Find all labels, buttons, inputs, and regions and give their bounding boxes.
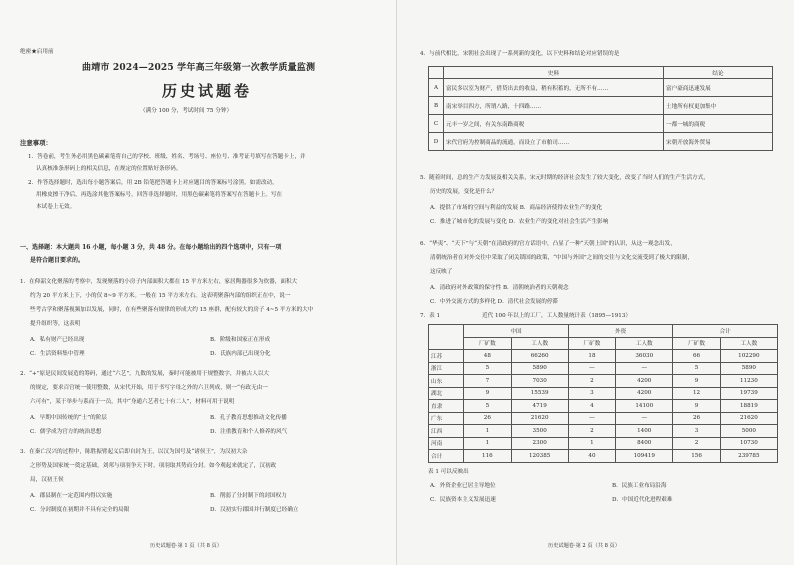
value-cell: 239785 — [720, 450, 777, 463]
value-cell: 9 — [464, 387, 511, 400]
value-cell: 5 — [464, 400, 511, 413]
value-cell: 1400 — [616, 425, 673, 438]
group-header: 合计 — [673, 325, 778, 338]
material-cell: 南宋举目四方，所谓八路，十四路…… — [444, 97, 664, 115]
notice-line: 1．答卷前，考生务必用黑色碳素笔将自己的学校、班级、姓名、考场号、座位号、准考证号填写在答题卡上，并 — [28, 154, 306, 160]
value-cell: 3 — [673, 425, 720, 438]
option-c[interactable]: C．民族资本主义发展迅速 — [430, 497, 496, 503]
province-cell: 江西 — [429, 425, 464, 438]
table-row — [429, 350, 778, 363]
material-cell: 宋代官府为控制商品的流通，而设立了市舶司…… — [444, 133, 664, 151]
question-1-line: 些考古学和聚落视频加以发展，同时，在有些聚落有规律的形成大约 15 座群，配有较大的房子 4~5 平方米的大中 — [30, 307, 314, 313]
value-cell: 120385 — [511, 450, 568, 463]
option-b[interactable]: B．削弱了分封制下的封国权力 — [210, 493, 287, 499]
value-cell: 5000 — [720, 425, 777, 438]
value-cell: 4719 — [511, 400, 568, 413]
province-cell: 广东 — [429, 412, 464, 425]
option-d[interactable]: D．汉初实行郡国并行制度已经确立 — [210, 507, 299, 513]
value-cell: 5 — [673, 362, 720, 375]
value-cell: 14100 — [616, 400, 673, 413]
question-7-prompt: 表 1 可以反映出 — [428, 469, 469, 475]
province-cell: 浙江 — [429, 362, 464, 375]
table-header-blank — [429, 325, 464, 350]
question-4-stem: 4．与前代相比，宋朝社会出现了一系列新的变化，以下史料和结论对应错误的是 — [420, 51, 620, 57]
value-cell: — — [616, 412, 673, 425]
value-cell: 10730 — [720, 437, 777, 450]
value-cell: 18819 — [720, 400, 777, 413]
value-cell: 26 — [464, 412, 511, 425]
table-row[interactable] — [429, 97, 773, 115]
value-cell: 66 — [673, 350, 720, 363]
exam-title: 曲靖市 2024—2025 学年高三年级第一次教学质量监测 — [82, 63, 316, 73]
value-cell: 18 — [568, 350, 615, 363]
value-cell: 1 — [568, 437, 615, 450]
question-2-line: 的规定，要求百官统一使用整数，从宋代开始，用于书写字母之外的六卫列成，则一“有政无由一 — [30, 385, 268, 391]
sub-header: 厂矿数 — [464, 337, 511, 350]
sub-header: 工人数 — [720, 337, 777, 350]
question-7-label: 7．表 1 — [420, 313, 441, 319]
question-6-line: 6．“华夷”、“天下”与“天朝”在清政府的官方话语中，凸显了一种“天朝上国”的认识，从这一观念出发， — [420, 241, 676, 247]
option-a[interactable]: A．郡县制在一定范围内得以实施 — [30, 493, 113, 499]
sub-header: 厂矿数 — [568, 337, 615, 350]
province-cell: 河南 — [429, 437, 464, 450]
notice-line: 2．作答选择题时，选出每小题答案后，用 2B 铅笔把答题卡上对应题目的答案标号涂黑。如需改动， — [28, 180, 278, 186]
value-cell: 1 — [464, 437, 511, 450]
value-cell: 48 — [464, 350, 511, 363]
value-cell: 26 — [673, 412, 720, 425]
subject-title: 历史试题卷 — [162, 82, 253, 100]
table-row — [429, 387, 778, 400]
question-5-line: 5．随着时间，总的生产力发展及相关关系，宋元时期的经济社会发生了较大变化，改变了当时人们的生产生活方式， — [420, 175, 709, 181]
notice-line: 认真核准条形码上的相关信息，在规定的位置贴好条形码。 — [36, 166, 182, 172]
question-3-line: 局，汉初王侯 — [30, 477, 64, 483]
value-cell: 2 — [568, 425, 615, 438]
value-cell: 15539 — [511, 387, 568, 400]
option-c[interactable]: C．儒学成为官方的统治思想 — [30, 429, 102, 435]
page-footer: 历史试题卷·第 2 页（共 8 页） — [548, 543, 620, 549]
value-cell: 7030 — [511, 375, 568, 388]
question-2-line: 六可有”，某于举步与系而于一员，其中“身通六艺者七十有二人”，材料可用于说明 — [30, 399, 235, 405]
sub-header: 厂矿数 — [673, 337, 720, 350]
table-row[interactable] — [429, 79, 773, 97]
section-heading: 是符合题目要求的。 — [30, 257, 85, 264]
table-row — [429, 437, 778, 450]
option-a[interactable]: A．早期中国传统的“士”的阶层 — [30, 415, 107, 421]
sub-header: 工人数 — [616, 337, 673, 350]
question-6-options[interactable]: C．中外交流方式的多样化 D．清代社会发展的停滞 — [430, 299, 559, 305]
value-cell: 36030 — [616, 350, 673, 363]
notice-line: 本试卷上无效。 — [36, 204, 76, 210]
conclusion-cell: 宋朝开放海外贸易 — [664, 133, 773, 151]
conclusion-cell: 一都一城的商税 — [664, 115, 773, 133]
value-cell: 5890 — [511, 362, 568, 375]
value-cell: 11230 — [720, 375, 777, 388]
table-row — [429, 412, 778, 425]
value-cell: 3 — [568, 387, 615, 400]
value-cell: 5 — [464, 362, 511, 375]
question-7-table — [428, 324, 778, 463]
table-row — [429, 362, 778, 375]
question-5-line: 历史的发展，变化是什么？ — [430, 189, 498, 195]
row-label: D — [429, 133, 444, 151]
option-d[interactable]: D．中国近代化进程艰难 — [612, 497, 673, 503]
score-info: （满分 100 分，考试时间 75 分钟） — [140, 108, 233, 114]
material-cell: 富民多以室为财产，借贷出去的收益，稍有积蓄的，无所不有…… — [444, 79, 664, 97]
question-1-line: 提升组织等，这表明 — [30, 321, 81, 327]
value-cell: 8400 — [616, 437, 673, 450]
option-b[interactable]: B．阶级和国家正在形成 — [210, 337, 271, 343]
sub-header: 工人数 — [511, 337, 568, 350]
province-cell: 湖北 — [429, 387, 464, 400]
question-6-options[interactable]: A．清政府对外政策的保守性 B．清朝统治者的天朝观念 — [430, 285, 569, 291]
value-cell: 2300 — [511, 437, 568, 450]
province-cell: 合计 — [429, 450, 464, 463]
option-b[interactable]: B．孔子教育思想推动文化传播 — [210, 415, 287, 421]
value-cell: 2 — [673, 437, 720, 450]
table-row[interactable] — [429, 133, 773, 151]
page-footer: 历史试题卷·第 1 页（共 8 页） — [150, 543, 222, 549]
value-cell: 9 — [673, 400, 720, 413]
table-row[interactable] — [429, 115, 773, 133]
value-cell: 66260 — [511, 350, 568, 363]
province-cell: 江苏 — [429, 350, 464, 363]
group-header: 外资 — [568, 325, 673, 338]
value-cell: 4200 — [616, 387, 673, 400]
option-d[interactable]: D．氏族内部已出现分化 — [210, 351, 271, 357]
question-6-line: 这反映了 — [430, 269, 453, 275]
value-cell: — — [568, 412, 615, 425]
secret-label: 绝密★启用前 — [20, 49, 54, 55]
table-caption: 近代 100 年以上的工厂，工人数量统计表（1895—1913） — [482, 313, 631, 319]
table-header-conclusion: 结论 — [664, 67, 773, 79]
table-row — [429, 375, 778, 388]
question-3-line: 3．在秦亡汉兴的过程中，陈胜振臂起义后即自封为王，以汉为国号及“诸侯王”，为汉初大杂 — [20, 449, 248, 455]
question-1-line: 约为 20 平方米上下，小的仅 8~9 平方米。一般在 15 平方米左右。这表明聚落内部的组织正在中，说一 — [30, 293, 291, 299]
table-body — [429, 350, 778, 463]
conclusion-cell: 富户豪商迅速发展 — [664, 79, 773, 97]
row-label: B — [429, 97, 444, 115]
option-d[interactable]: D．注重教育和个人修养的风气 — [210, 429, 288, 435]
option-a[interactable]: A．外资企业已居主导地位 — [430, 483, 496, 489]
value-cell: 4 — [568, 400, 615, 413]
value-cell: 21620 — [511, 412, 568, 425]
value-cell: 19739 — [720, 387, 777, 400]
question-2-line: 2．“+”原是民间发展造的筹码，通过“六艺”，九数的发展，秦时可能被用于规整数字，并被古人以大 — [20, 371, 270, 377]
province-cell: 直隶 — [429, 400, 464, 413]
option-b[interactable]: B．民族工业布局沿海 — [612, 483, 667, 489]
value-cell: 102290 — [720, 350, 777, 363]
value-cell: 156 — [673, 450, 720, 463]
value-cell: 5890 — [720, 362, 777, 375]
value-cell: 9 — [673, 375, 720, 388]
value-cell: 3500 — [511, 425, 568, 438]
value-cell: — — [616, 362, 673, 375]
question-1-line: 1．在仰韶文化聚落的考察中，发现聚落的小房子内部面积大都在 15 平方米左右，家居陶器很多为炊器，面积大 — [20, 279, 298, 285]
option-c[interactable]: C．生活资料集中管理 — [30, 351, 85, 357]
table-row — [429, 425, 778, 438]
table-header-material: 史料 — [444, 67, 664, 79]
option-a[interactable]: A．私有财产已经出现 — [30, 337, 85, 343]
page-divider — [396, 0, 397, 565]
conclusion-cell: 土地所有权更加集中 — [664, 97, 773, 115]
question-5-options[interactable]: A．提供了市场的空间与利益的发展 B．商品经济使得农业生产的变化 — [430, 205, 603, 211]
province-cell: 山东 — [429, 375, 464, 388]
value-cell: 109419 — [616, 450, 673, 463]
option-c[interactable]: C．分封制度在初期并不具有完全的局限 — [30, 507, 130, 513]
value-cell: 12 — [673, 387, 720, 400]
table-row — [429, 450, 778, 463]
material-cell: 元丰一岁之间，有关东南路商税 — [444, 115, 664, 133]
question-4-table — [428, 66, 773, 151]
question-5-options[interactable]: C．推进了城市化的发展与变化 D．农业生产的变化对社会生活产生影响 — [430, 219, 609, 225]
question-3-line: 之形势及国家统一奠定基础，刘邦与项羽争天下时，项羽取其势而分封。如今观起来就定了，汉初政 — [30, 463, 277, 469]
value-cell: 21620 — [720, 412, 777, 425]
table-header-blank — [429, 67, 444, 79]
value-cell: 2 — [568, 375, 615, 388]
table-row — [429, 400, 778, 413]
value-cell: 40 — [568, 450, 615, 463]
value-cell: 4200 — [616, 375, 673, 388]
value-cell: 1 — [464, 425, 511, 438]
value-cell: 7 — [464, 375, 511, 388]
value-cell: 116 — [464, 450, 511, 463]
notice-heading: 注意事项： — [20, 139, 52, 147]
section-heading: 一、选择题：本大题共 16 小题，每小题 3 分，共 48 分。在每小题给出的四个选项中，只有一项 — [20, 244, 282, 251]
value-cell: — — [568, 362, 615, 375]
row-label: C — [429, 115, 444, 133]
question-6-line: 清朝统治者在对外交往中采取了闭关锁国的政策，“中国与外国”之间的交往与文化交流受到了极大的限制， — [430, 255, 694, 261]
row-label: A — [429, 79, 444, 97]
group-header: 中国 — [464, 325, 569, 338]
notice-line: 用橡皮擦干净后，再选涂其他答案标号。回答非选择题时，用黑色碳素笔将答案写在答题卡上。写在 — [36, 192, 283, 198]
